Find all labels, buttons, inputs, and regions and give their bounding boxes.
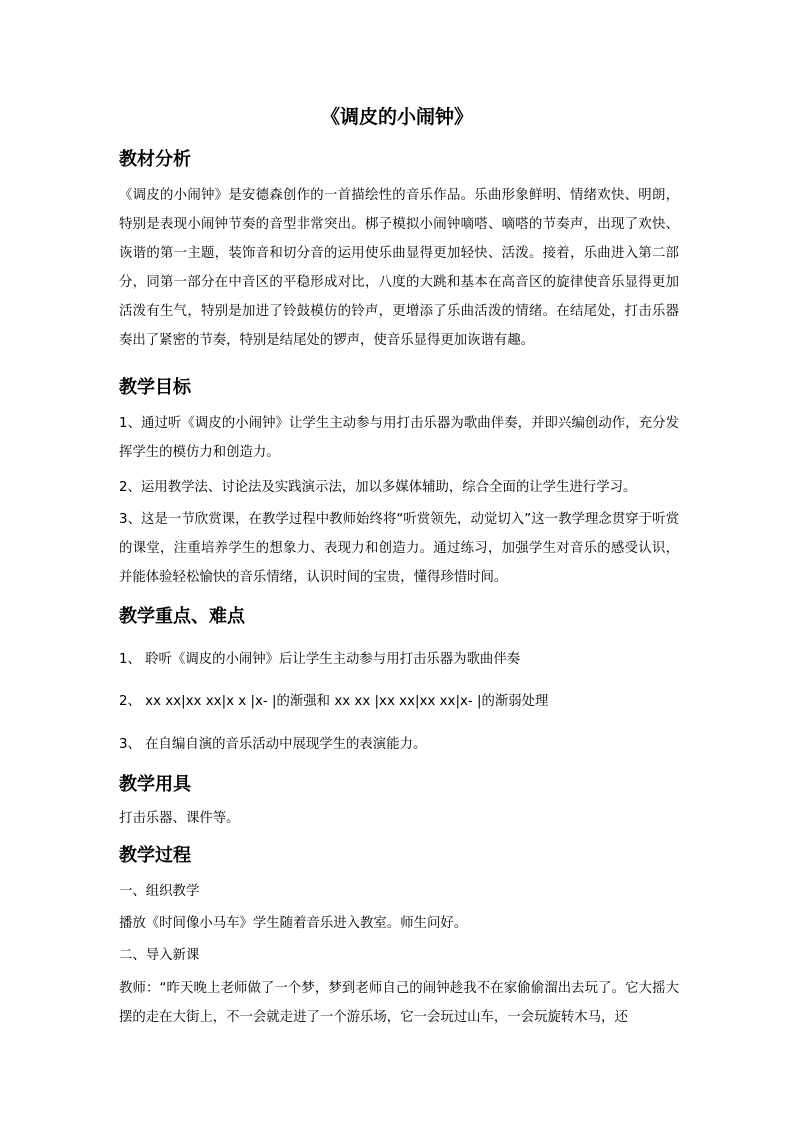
section-heading-teaching-aids: 教学用具	[119, 774, 191, 795]
process-step-2-text: 教师：“昨天晚上老师做了一个梦，梦到老师自己的闹钟趁我不在家偷偷溜出去玩了。它大摇大摆的走在大街上，不一会就走进了一个游乐场，它一会玩过山车，一会玩旋转木马，还	[119, 981, 679, 1025]
key-point-3: 3、 在自编自演的音乐活动中展现学生的表演能力。	[119, 737, 427, 752]
process-step-1-text: 播放《时间像小马车》学生随着音乐进入教室。师生问好。	[119, 916, 468, 931]
teaching-goal-3: 3、这是一节欣赏课，在教学过程中教师始终将“听赏领先，动觉切入”这一教学理念贯穿于听赏的课堂，注重培养学生的想象力、表现力和创造力。通过练习，加强学生对音乐的感受认识，并能体验轻松愉快的音乐情绪，认识时间的宝贵，懂得珍惜时间。	[119, 512, 679, 585]
section-heading-material-analysis: 教材分析	[119, 149, 191, 170]
teaching-goal-1: 1、通过听《调皮的小闹钟》让学生主动参与用打击乐器为歌曲伴奏，并即兴编创动作，充分发挥学生的模仿力和创造力。	[119, 416, 679, 460]
section-heading-teaching-process: 教学过程	[119, 845, 191, 866]
process-step-1-heading: 一、组织教学	[119, 884, 200, 899]
teaching-goal-2: 2、运用教学法、讨论法及实践演示法，加以多媒体辅助，综合全面的让学生进行学习。	[119, 480, 637, 495]
section-heading-teaching-goals: 教学目标	[119, 377, 191, 398]
teaching-aids-text: 打击乐器、课件等。	[119, 811, 240, 826]
key-point-1: 1、 聆听《调皮的小闹钟》后让学生主动参与用打击乐器为歌曲伴奏	[119, 652, 521, 667]
process-step-2-heading: 二、导入新课	[119, 948, 200, 963]
section-heading-key-points: 教学重点、难点	[119, 606, 245, 627]
key-point-2: 2、 xx xx|xx xx|x x |x- |的渐强和 xx xx |xx xx|xx xx|x- |的渐弱处理	[119, 694, 549, 709]
document-title: 《调皮的小闹钟》	[320, 106, 473, 128]
material-analysis-paragraph: 《调皮的小闹钟》是安德森创作的一首描绘性的音乐作品。乐曲形象鲜明、情绪欢快、明朗，特别是表现小闹钟节奏的音型非常突出。梆子模拟小闹钟嘀嗒、嘀嗒的节奏声，出现了欢快、诙谐的第一主题，装饰音和切分音的运用使乐曲显得更加轻快、活泼。接着，乐曲进入第二部分，同第一部分在中音区的平稳形成对比，八度的大跳和基本在高音区的旋律使音乐显得更加活泼有生气，特别是加进了铃鼓模仿的铃声，更增添了乐曲活泼的情绪。在结尾处，打击乐器奏出了紧密的节奏，特别是结尾处的锣声，使音乐显得更加诙谐有趣。	[119, 188, 679, 348]
